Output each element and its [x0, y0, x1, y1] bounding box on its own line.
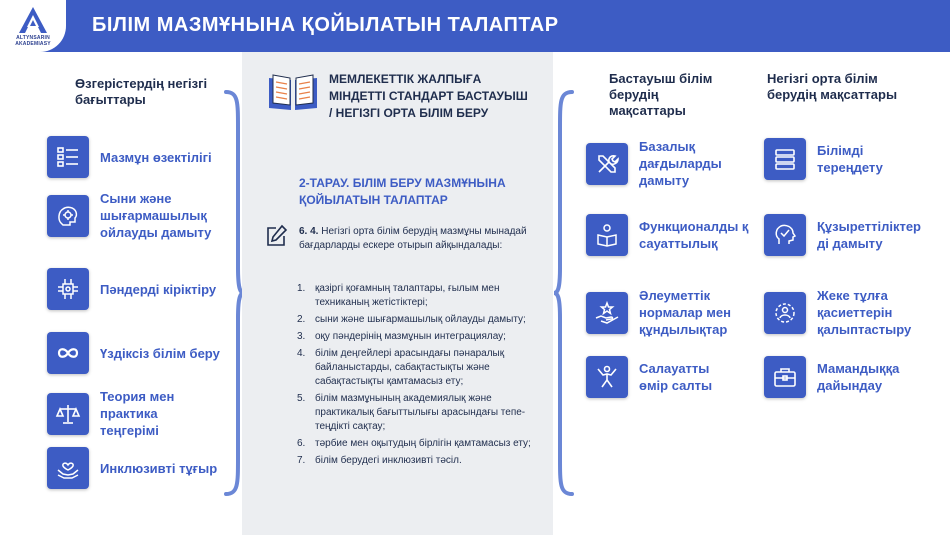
primary-goal-label: Әлеуметтік нормалар мен құндылықтар [639, 288, 731, 337]
primary-goal-basic-skills [586, 138, 739, 189]
left-item-inclusive [47, 447, 220, 489]
header-bar [0, 0, 950, 52]
clause-text: Негізгі орта білім берудің мазмұны мынадай бағдарларды ескере отырып айқындалады: [299, 226, 527, 251]
secondary-goal-deepen-knowledge [764, 138, 927, 180]
hands-heart-icon [47, 447, 89, 489]
list-item: 1. қазіргі қоғамның талаптары, ғылым мен техниканың жетістіктері; [297, 283, 500, 308]
tools-icon [586, 143, 628, 185]
person-target-icon [764, 292, 806, 334]
reading-person-icon [586, 214, 628, 256]
left-item-label: Пәндерді кіріктіру [100, 281, 217, 297]
left-heading: Өзгерістердің негізгі бағыттары [75, 76, 208, 107]
list-item: 5. білім мазмұнының академиялық және практикалық бағыттылығы арасындағы тепе-теңдікті сақтау; [297, 393, 526, 432]
secondary-goal-competencies [764, 214, 932, 256]
primary-goal-label: Функционалды қ сауаттылық [639, 219, 749, 251]
page-title: БІЛІМ МАЗМҰНЫНА ҚОЙЫЛАТЫН ТАЛАПТАР [92, 14, 559, 36]
clause-list [297, 282, 537, 471]
logo [0, 0, 66, 52]
logo-a-icon [16, 6, 50, 34]
circuit-chip-icon [47, 268, 89, 310]
left-item-continuous-education [47, 332, 220, 374]
edit-icon [263, 223, 289, 249]
primary-goal-label: Базалық дағдыларды дамыту [639, 139, 722, 188]
primary-goal-functional-literacy [586, 214, 749, 256]
left-item-label: Инклюзивті тұғыр [100, 460, 218, 476]
open-book-icon [266, 70, 320, 112]
list-item: 2. сыни және шығармашылық ойлауды дамыту; [297, 314, 526, 325]
list-icon [47, 136, 89, 178]
primary-goal-social-norms [586, 287, 749, 338]
standard-title: МЕМЛЕКЕТТІК ЖАЛПЫҒА МІНДЕТТІ СТАНДАРТ БАСТАУЫШ / НЕГІЗГІ ОРТА БІЛІМ БЕРУ [329, 72, 528, 120]
list-item: 7. білім берудегі инклюзивті тәсіл. [297, 455, 462, 466]
secondary-goal-label: Мамандыққа дайындау [817, 361, 900, 393]
left-item-content-relevance [47, 136, 220, 178]
infinity-icon [47, 332, 89, 374]
left-item-label: Теория мен практика теңгерімі [100, 389, 175, 438]
list-item: 6. тәрбие мен оқытудың бірлігін қамтамасыз ету; [297, 438, 531, 449]
head-check-icon [764, 214, 806, 256]
chapter-title: 2-ТАРАУ. БІЛІМ БЕРУ МАЗМҰНЫНА ҚОЙЫЛАТЫН ТАЛАПТАР [299, 176, 506, 207]
brain-gear-icon [47, 195, 89, 237]
logo-text: ALTYNSARIN AKADEMIASY [15, 35, 51, 47]
right-brace [552, 88, 576, 498]
secondary-goal-label: Құзыреттіліктер ді дамыту [817, 219, 921, 251]
secondary-goal-label: Жеке тұлға қасиеттерін қалыптастыру [817, 288, 912, 337]
left-item-label: Мазмұн өзектілігі [100, 149, 212, 165]
list-item: 4. білім деңгейлері арасындағы пәнаралық байланыстарды, сабақтастықты және сабақтастықты қамтамасыз ету; [297, 348, 505, 387]
fitness-person-icon [586, 356, 628, 398]
left-item-label: Сыни және шығармашылық ойлауды дамыту [100, 191, 212, 240]
left-item-critical-thinking [47, 190, 230, 241]
book-stack-icon [764, 138, 806, 180]
briefcase-icon [764, 356, 806, 398]
clause-number: 6. 4. [299, 226, 319, 237]
list-item: 3. оқу пәндерінің мазмұнын интеграциялау; [297, 331, 506, 342]
clause-intro [299, 225, 534, 253]
secondary-goal-profession [764, 356, 927, 398]
hand-star-icon [586, 292, 628, 334]
secondary-goal-personality [764, 287, 932, 338]
left-item-label: Үздіксіз білім беру [100, 345, 220, 361]
primary-goals-heading: Бастауыш білім берудің мақсаттары [609, 71, 713, 118]
balance-scale-icon [47, 393, 89, 435]
left-item-theory-practice [47, 388, 220, 439]
primary-goal-label: Салауатты өмір салты [639, 361, 713, 393]
secondary-goal-label: Білімді тереңдету [817, 143, 883, 175]
left-item-integration [47, 268, 220, 310]
secondary-goals-heading: Негізгі орта білім берудің мақсаттары [767, 71, 898, 102]
primary-goal-healthy-life [586, 356, 739, 398]
